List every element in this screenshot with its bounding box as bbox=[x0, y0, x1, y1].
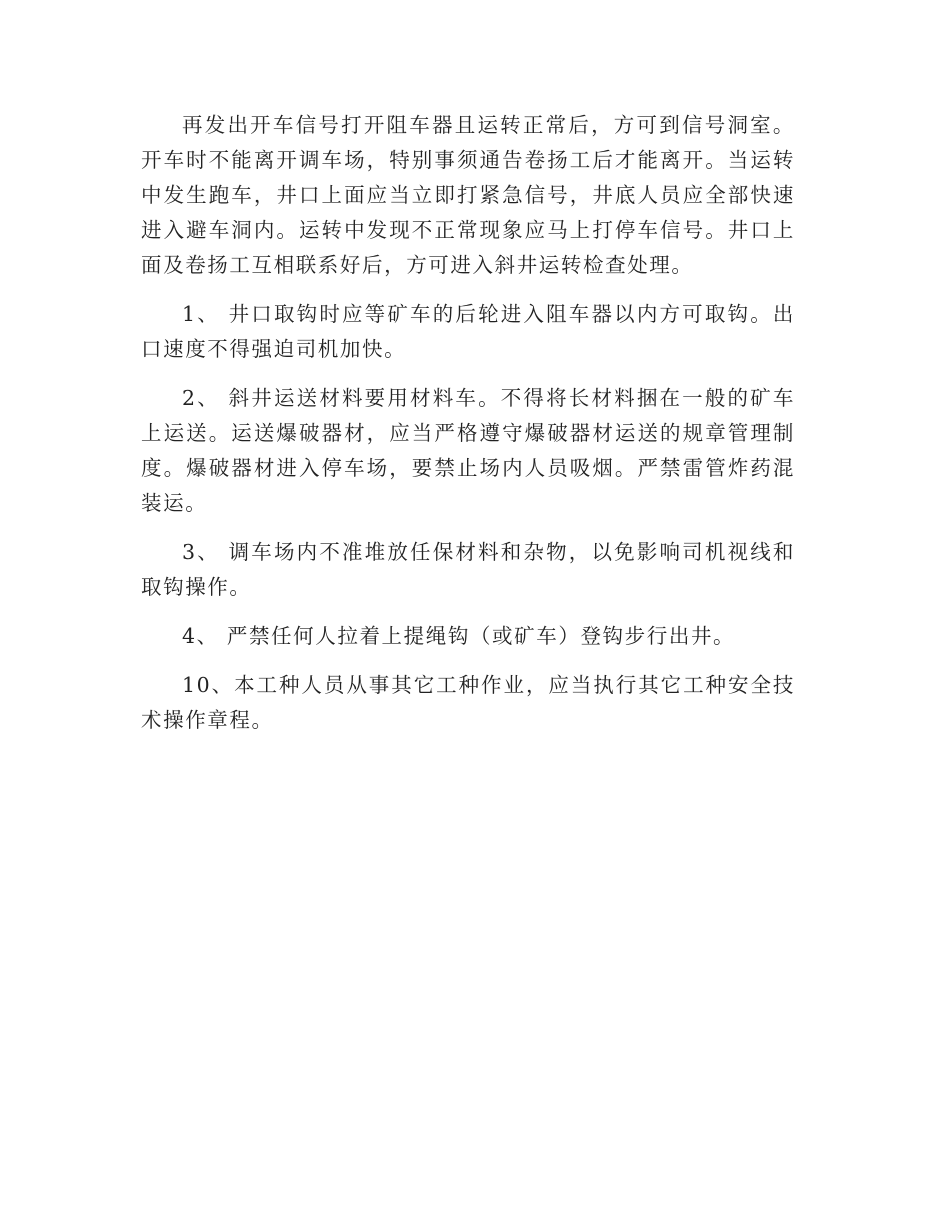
paragraph-item-4: 4、 严禁任何人拉着上提绳钩（或矿车）登钩步行出井。 bbox=[182, 624, 736, 648]
paragraph-item-10: 10、本工种人员从事其它工种作业，应当执行其它工种安全技术操作章程。 bbox=[141, 673, 795, 732]
paragraph-intro: 再发出开车信号打开阻车器且运转正常后，方可到信号洞室。开车时不能离开调车场，特别事须通告卷扬工后才能离开。当运转中发生跑车，井口上面应当立即打紧急信号，井底人员应全部快速进入避车洞内。运转中发现不正常现象应马上打停车信号。井口上面及卷扬工互相联系好后，方可进入斜井运转检查处理。 bbox=[141, 113, 795, 277]
paragraph-item-2: 2、 斜井运送材料要用材料车。不得将长材料捆在一般的矿车上运送。运送爆破器材，应当严格遵守爆破器材运送的规章管理制度。爆破器材进入停车场，要禁止场内人员吸烟。严禁雷管炸药混装运。 bbox=[141, 386, 795, 515]
paragraph-item-1: 1、 井口取钩时应等矿车的后轮进入阻车器以内方可取钩。出口速度不得强迫司机加快。 bbox=[141, 302, 795, 361]
paragraph-item-3: 3、 调车场内不准堆放任保材料和杂物，以免影响司机视线和取钩操作。 bbox=[141, 540, 795, 599]
document-body bbox=[141, 108, 795, 752]
